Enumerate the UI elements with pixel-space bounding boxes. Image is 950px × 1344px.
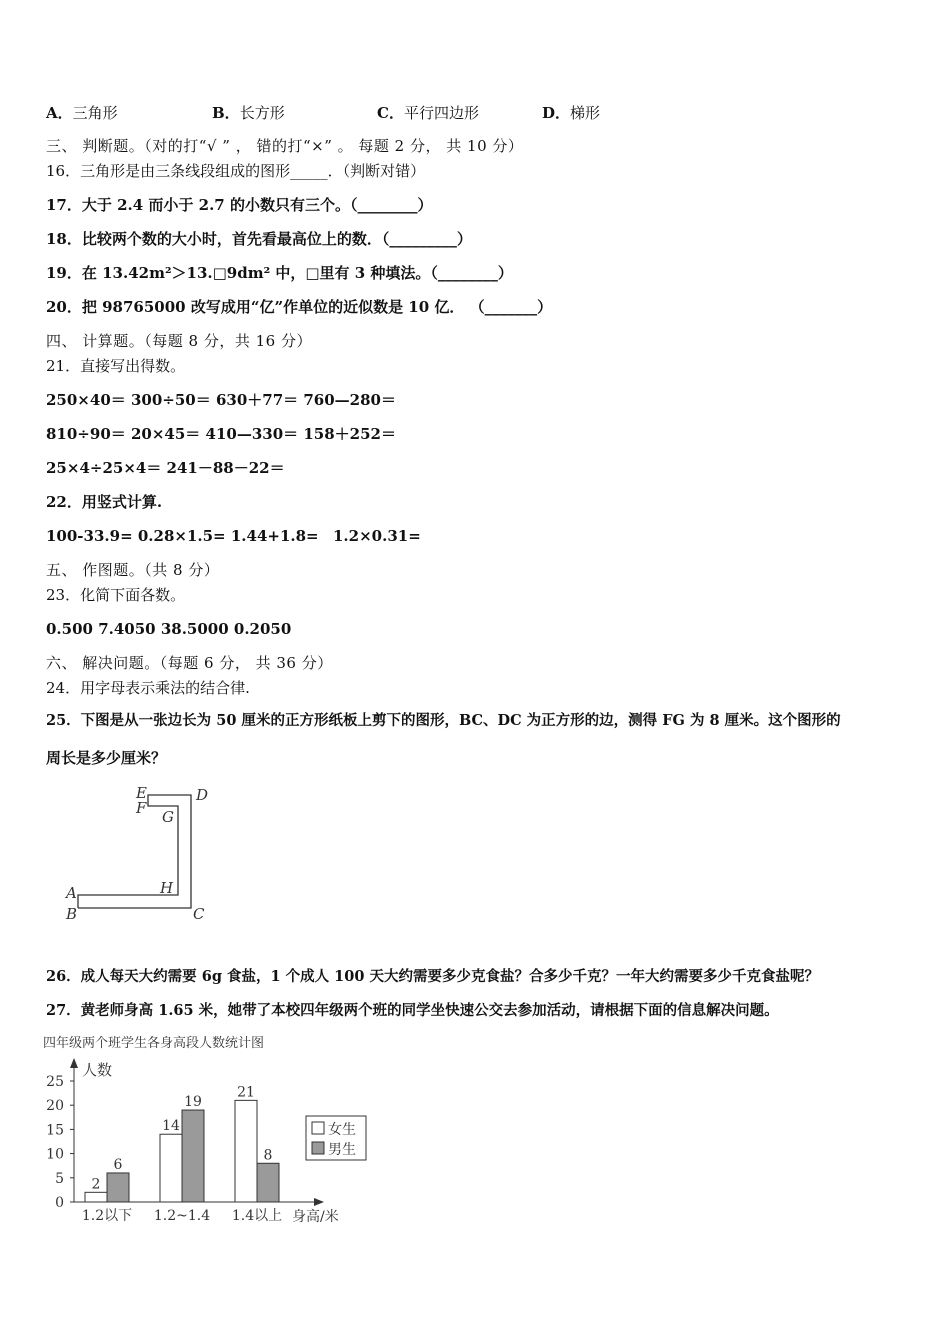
question-23: 23．化简下面各数。 — [46, 586, 186, 604]
question-16: 16．三角形是由三条线段组成的图形_____．（判断对错） — [46, 162, 426, 180]
y-tick-label: 5 — [55, 1170, 64, 1187]
section-3-heading: 三、 判断题。（对的打“√ ” ， 错的打“×” 。 每题 2 分， 共 10 分） — [46, 137, 524, 155]
bar-boys — [257, 1163, 279, 1202]
question-22-row-b: 1.2×0.31= — [333, 527, 421, 545]
legend-label: 女生 — [328, 1122, 356, 1138]
label-c: C — [193, 905, 205, 923]
label-e: E — [136, 784, 147, 802]
question-27: 27．黄老师身高 1.65 米，她带了本校四年级两个班的同学坐快速公交去参加活动，请根据下面的信息解决问题。 — [46, 1002, 779, 1019]
x-axis-label: 身高/米 — [292, 1209, 339, 1225]
y-tick-label: 0 — [55, 1195, 64, 1211]
question-21: 21．直接写出得数。 — [46, 357, 186, 375]
legend-label: 男生 — [328, 1142, 356, 1158]
question-17: 17．大于 2.4 而小于 2.7 的小数只有三个。（________） — [46, 196, 433, 214]
cut-shape-outline — [78, 795, 191, 908]
label-g: G — [162, 808, 174, 826]
x-axis-arrow — [314, 1198, 324, 1206]
question-21-row-3: 25×4÷25×4＝ 241－88－22＝ — [46, 459, 285, 477]
bar-boys — [107, 1173, 129, 1202]
question-23-row: 0.500 7.4050 38.5000 0.2050 — [46, 620, 292, 638]
bar-value-label: 21 — [237, 1084, 255, 1101]
option-d: D．梯形 — [542, 104, 601, 122]
question-21-row-1: 250×40＝ 300÷50＝ 630＋77＝ 760—280＝ — [46, 391, 396, 409]
bar-value-label: 14 — [162, 1118, 180, 1135]
section-6-heading: 六、 解决问题。（每题 6 分， 共 36 分） — [46, 654, 333, 672]
bar-value-label: 19 — [184, 1094, 202, 1111]
bar-girls — [160, 1134, 182, 1202]
bar-value-label: 2 — [91, 1176, 101, 1193]
y-tick-label: 10 — [46, 1146, 64, 1163]
label-a: A — [66, 884, 77, 902]
question-22: 22．用竖式计算. — [46, 493, 163, 511]
y-tick-label: 25 — [46, 1074, 64, 1090]
y-axis-arrow — [70, 1058, 78, 1068]
label-d: D — [196, 786, 209, 804]
chart-title: 四年级两个班学生各身高段人数统计图 — [43, 1036, 265, 1051]
y-axis-label: 人数 — [82, 1061, 113, 1079]
section-4-heading: 四、 计算题。（每题 8 分，共 16 分） — [46, 332, 312, 350]
option-a: A．三角形 — [46, 104, 118, 122]
label-f: F — [136, 799, 147, 817]
x-category-label: 1.2~1.4 — [153, 1208, 211, 1224]
question-20: 20．把 98765000 改写成用“亿”作单位的近似数是 10 亿． （_______） — [46, 298, 553, 316]
question-26: 26．成人每天大约需要 6g 食盐，1 个成人 100 天大约需要多少克食盐？合多少千克？一年大约需要多少千克食盐呢？ — [46, 968, 819, 985]
height-bar-chart — [40, 1030, 370, 1230]
option-c: C．平行四边形 — [377, 104, 479, 122]
question-25-line-1: 25．下图是从一张边长为 50 厘米的正方形纸板上剪下的图形，BC、DC 为正方形的边，测得 FG 为 8 厘米。这个图形的 — [46, 712, 841, 729]
question-22-row-a: 100-33.9= 0.28×1.5= 1.44+1.8= — [46, 527, 319, 545]
section-5-heading: 五、 作图题。（共 8 分） — [46, 561, 220, 579]
bar-value-label: 8 — [263, 1147, 273, 1164]
legend-swatch — [312, 1142, 324, 1154]
bar-value-label: 6 — [113, 1156, 123, 1173]
question-19: 19．在 13.42m²＞13.□9dm² 中，□里有 3 种填法。（________） — [46, 264, 513, 282]
legend-swatch — [312, 1122, 324, 1134]
y-tick-label: 15 — [46, 1122, 64, 1139]
cut-shape-figure — [56, 780, 226, 930]
label-h: H — [160, 879, 174, 897]
option-b: B．长方形 — [212, 104, 285, 122]
x-category-label: 1.2以下 — [81, 1208, 133, 1224]
x-category-label: 1.4以上 — [231, 1208, 283, 1224]
y-tick-label: 20 — [46, 1098, 64, 1115]
bar-girls — [85, 1192, 107, 1202]
question-18: 18．比较两个数的大小时，首先看最高位上的数．（_________） — [46, 230, 472, 248]
bar-girls — [235, 1100, 257, 1202]
question-25-line-2: 周长是多少厘米？ — [46, 749, 167, 767]
question-21-row-2: 810÷90＝ 20×45＝ 410—330＝ 158＋252＝ — [46, 425, 396, 443]
question-24: 24．用字母表示乘法的结合律. — [46, 679, 250, 697]
bar-boys — [182, 1110, 204, 1202]
label-b: B — [66, 905, 78, 923]
